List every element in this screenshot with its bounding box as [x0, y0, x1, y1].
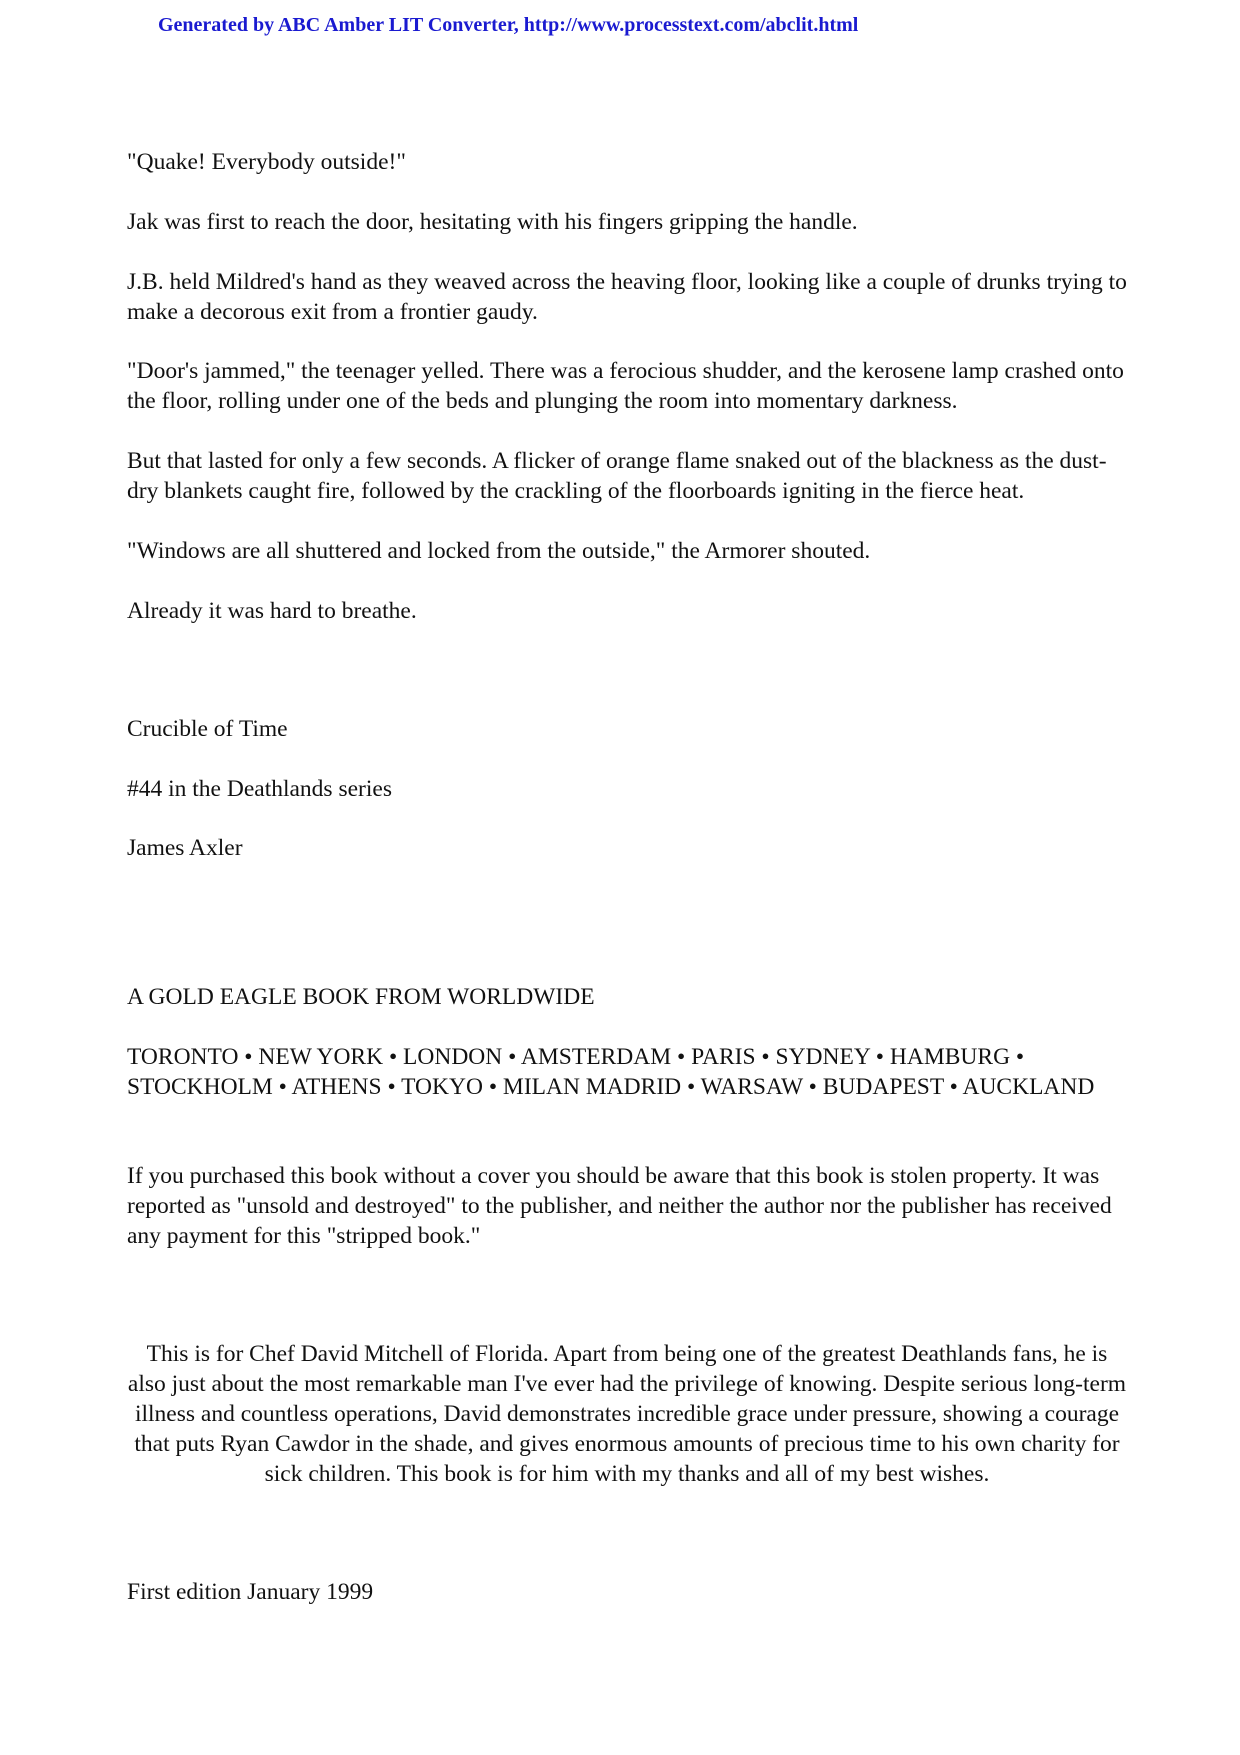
series-line: #44 in the Deathlands series: [127, 776, 392, 802]
excerpt-paragraph-5: But that lasted for only a few seconds. A flicker of orange flame snaked out of the blackness as the dust-dry blankets caught fire, followed by the crackling of the floorboards igniting in the fierce heat.: [127, 448, 1107, 504]
dedication: This is for Chef David Mitchell of Florida. Apart from being one of the greatest Deathlands fans, he is also just about the most remarkable man I've ever had the privilege of knowing. Despite serious long-term illness and countless operations, David demonstrates incredible grace under pressure, showing a courage that puts Ryan Cawdor in the shade, and gives enormous amounts of precious time to his own charity for sick children. This book is for him with my thanks and all of my best wishes.: [127, 1341, 1127, 1487]
stripped-book-notice: If you purchased this book without a cover you should be aware that this book is stolen property. It was reported as "unsold and destroyed" to the publisher, and neither the author nor the publisher has received any payment for this "stripped book.": [127, 1163, 1112, 1249]
excerpt-paragraph-1: "Quake! Everybody outside!": [127, 149, 406, 175]
converter-banner: Generated by ABC Amber LIT Converter, http://www.processtext.com/abclit.html: [158, 14, 859, 36]
excerpt-paragraph-4: "Door's jammed," the teenager yelled. There was a ferocious shudder, and the kerosene lamp crashed onto the floor, rolling under one of the beds and plunging the room into momentary darkness.: [127, 358, 1124, 414]
publisher-cities: TORONTO • NEW YORK • LONDON • AMSTERDAM • PARIS • SYDNEY • HAMBURG • STOCKHOLM • ATHENS • TOKYO • MILAN MADRID • WARSAW • BUDAPEST • AUCKLAND: [127, 1044, 1095, 1100]
excerpt-paragraph-3: J.B. held Mildred's hand as they weaved across the heaving floor, looking like a couple of drunks trying to make a decorous exit from a frontier gaudy.: [127, 269, 1127, 325]
author-name: James Axler: [127, 835, 243, 861]
excerpt-paragraph-2: Jak was first to reach the door, hesitating with his fingers gripping the handle.: [127, 209, 858, 235]
edition-line: First edition January 1999: [127, 1579, 374, 1605]
excerpt-paragraph-6: "Windows are all shuttered and locked from the outside," the Armorer shouted.: [127, 538, 871, 564]
book-title: Crucible of Time: [127, 716, 288, 742]
excerpt-paragraph-7: Already it was hard to breathe.: [127, 598, 417, 624]
publisher-imprint: A GOLD EAGLE BOOK FROM WORLDWIDE: [127, 984, 595, 1010]
